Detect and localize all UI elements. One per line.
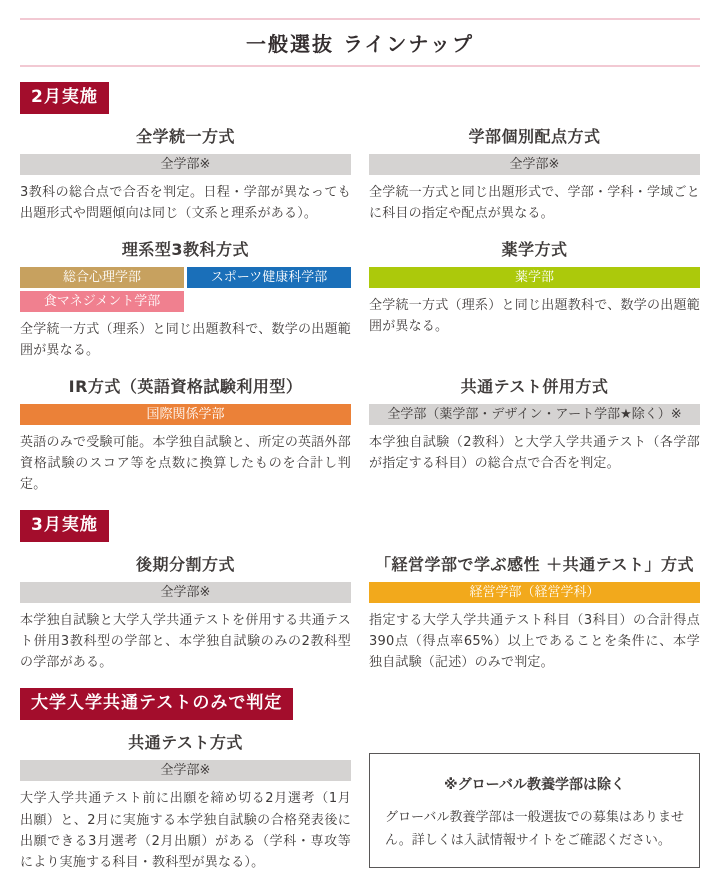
badge-february: 2月実施: [20, 82, 109, 114]
faculty-tag-all-except: 全学部（薬学部・デザイン・アート学部★除く）※: [369, 404, 700, 425]
faculty-tag-food-management: 食マネジメント学部: [20, 291, 184, 312]
method-description: 本学独自試験（2教科）と大学入学共通テスト（各学部が指定する科目）の総合点で合否を判定。: [369, 435, 700, 472]
note-body: グローバル教養学部は一般選抜での募集はありません。詳しくは入試情報サイトをご確認ください。: [385, 810, 684, 848]
method-description: 全学統一方式（理系）と同じ出題教科で、数学の出題範囲が異なる。: [20, 322, 351, 359]
faculty-tag-all: 全学部※: [20, 154, 351, 175]
faculty-tag-psychology: 総合心理学部: [20, 267, 184, 288]
card-gakubu-kobetsu: [369, 122, 700, 224]
card-yakugaku: [369, 235, 700, 361]
method-title: 学部個別配点方式: [468, 127, 601, 146]
badge-row-march: [20, 510, 700, 542]
card-zengaku-toitsu: [20, 122, 351, 224]
method-title: 共通テスト方式: [128, 733, 243, 753]
method-description: 全学統一方式と同じ出題形式で、学部・学科・学域ごとに科目の指定や配点が異なる。: [369, 185, 700, 222]
page-header: [20, 18, 700, 67]
february-grid: [20, 122, 700, 495]
faculty-tag-all: 全学部※: [369, 154, 700, 175]
method-description: 英語のみで受験可能。本学独自試験と、所定の英語外部資格試験のスコア等を点数に換算したものを合計し判定。: [20, 435, 351, 493]
badge-kyotsu-only: 大学入学共通テストのみで判定: [20, 688, 293, 720]
top-divider: [20, 18, 700, 20]
method-title: 後期分割方式: [135, 555, 235, 575]
faculty-tag-sports-health: スポーツ健康科学部: [187, 267, 351, 288]
badge-row-february: [20, 82, 700, 114]
bottom-divider: [20, 65, 700, 67]
method-title: 「経営学部で学ぶ感性 ＋共通テスト」方式: [375, 555, 694, 575]
badge-march: 3月実施: [20, 510, 109, 542]
global-liberal-arts-note: [369, 728, 700, 872]
card-ir: [20, 372, 351, 495]
card-rikei-3kyoka: [20, 235, 351, 361]
method-title: 全学統一方式: [135, 127, 235, 146]
method-description: 本学独自試験と大学入学共通テストを併用する共通テスト併用3教科型の学部と、本学独自試験のみの2教科型の学部がある。: [20, 613, 351, 671]
section-march: [20, 510, 700, 673]
card-keiei-kansei: [369, 550, 700, 673]
kyotsu-only-grid: [20, 728, 700, 872]
method-description: 全学統一方式（理系）と同じ出題教科で、数学の出題範囲が異なる。: [369, 298, 700, 335]
faculty-tag-pharmacy: 薬学部: [369, 267, 700, 288]
faculty-tag-business: 経営学部（経営学科）: [369, 582, 700, 603]
section-february: [20, 82, 700, 495]
card-kyotsu-heiyo: [369, 372, 700, 495]
badge-row-kyotsu-only: [20, 688, 700, 720]
method-title: 薬学方式: [501, 240, 568, 260]
faculty-tag-all: 全学部※: [20, 582, 351, 603]
faculty-tag-grid: [20, 267, 351, 312]
card-kyotsu-test: [20, 728, 351, 872]
method-title: 理系型3教科方式: [121, 240, 250, 260]
method-title: IR方式（英語資格試験利用型）: [68, 377, 303, 397]
faculty-tag-international-relations: 国際関係学部: [20, 404, 351, 425]
card-koki-bunkatsu: [20, 550, 351, 673]
faculty-tag-all: 全学部※: [20, 760, 351, 781]
method-title: 共通テスト併用方式: [460, 377, 609, 397]
march-grid: [20, 550, 700, 673]
method-description: 大学入学共通テスト前に出願を締め切る2月選考（1月出願）と、2月に実施する本学独自試験の合格発表後に出願できる3月選考（2月出願）がある（学科・専攻等により実施する科目・教科型が異なる）。: [20, 791, 351, 870]
section-kyotsu-only: [20, 688, 700, 872]
method-description: 3教科の総合点で合否を判定。日程・学部が異なっても出題形式や問題傾向は同じ（文系と理系がある）。: [20, 185, 351, 222]
note-box: [369, 753, 700, 867]
note-heading: ※グローバル教養学部は除く: [444, 777, 625, 794]
method-description: 指定する大学入学共通テスト科目（3科目）の合計得点390点（得点率65%）以上であることを条件に、本学独自試験（記述）のみで判定。: [369, 613, 700, 671]
page-title: 一般選抜 ラインナップ: [246, 32, 474, 56]
